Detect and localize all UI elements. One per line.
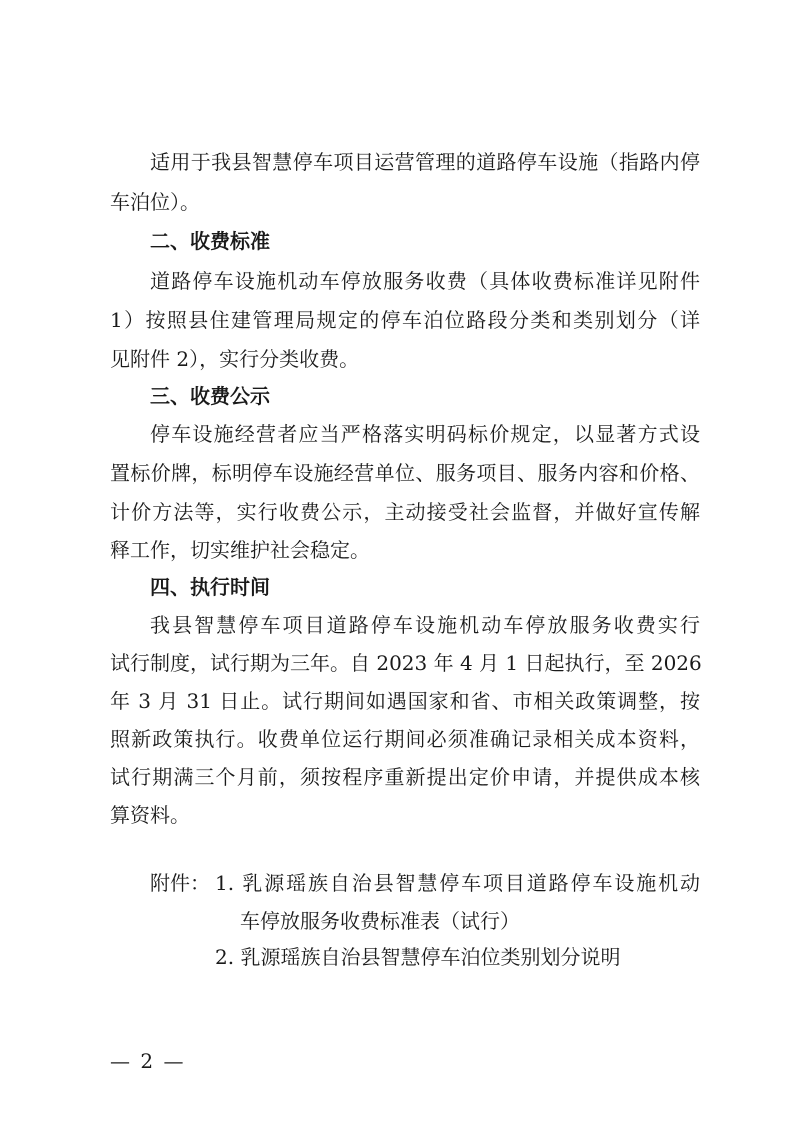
fee-publicity-line-3: 计价方法等，实行收费公示，主动接受社会监督，并做好宣传解: [110, 500, 700, 524]
fee-publicity-line-2: 置标价牌，标明停车设施经营单位、服务项目、服务内容和价格、: [110, 461, 700, 485]
heading-execution-time: 四、执行时间: [150, 575, 270, 599]
attachment-1-line-2: 车停放服务收费标准表（试行）: [240, 909, 520, 933]
fee-standard-line-2: 1）按照县住建管理局规定的停车泊位路段分类和类别划分（详: [110, 308, 700, 332]
scope-line-1: 适用于我县智慧停车项目运营管理的道路停车设施（指路内停: [150, 150, 700, 174]
attachment-1-line-1: 1. 乳源瑶族自治县智慧停车项目道路停车设施机动: [215, 871, 700, 895]
fee-publicity-line-1: 停车设施经营者应当严格落实明码标价规定，以显著方式设: [150, 422, 700, 446]
heading-fee-standard: 二、收费标准: [150, 229, 270, 253]
execution-line-5: 试行期满三个月前，须按程序重新提出定价申请，并提供成本核: [110, 765, 700, 789]
attachments-label: 附件：: [150, 871, 210, 895]
scope-line-2: 车泊位）。: [110, 190, 200, 214]
fee-standard-line-3: 见附件 2），实行分类收费。: [110, 347, 360, 371]
fee-publicity-line-4: 释工作，切实维护社会稳定。: [110, 538, 370, 562]
attachment-2: 2. 乳源瑶族自治县智慧停车泊位类别划分说明: [215, 945, 621, 969]
execution-line-1: 我县智慧停车项目道路停车设施机动车停放服务收费实行: [150, 613, 700, 637]
heading-fee-publicity: 三、收费公示: [150, 384, 270, 408]
execution-line-2: 试行制度，试行期为三年。自 2023 年 4 月 1 日起执行，至 2026: [110, 651, 702, 675]
page-number: — 2 —: [110, 1049, 186, 1073]
execution-line-3: 年 3 月 31 日止。试行期间如遇国家和省、市相关政策调整，按: [110, 689, 700, 713]
fee-standard-line-1: 道路停车设施机动车停放服务收费（具体收费标准详见附件: [150, 269, 700, 293]
execution-line-4: 照新政策执行。收费单位运行期间必须准确记录相关成本资料，: [110, 727, 700, 751]
execution-line-6: 算资料。: [110, 803, 190, 827]
